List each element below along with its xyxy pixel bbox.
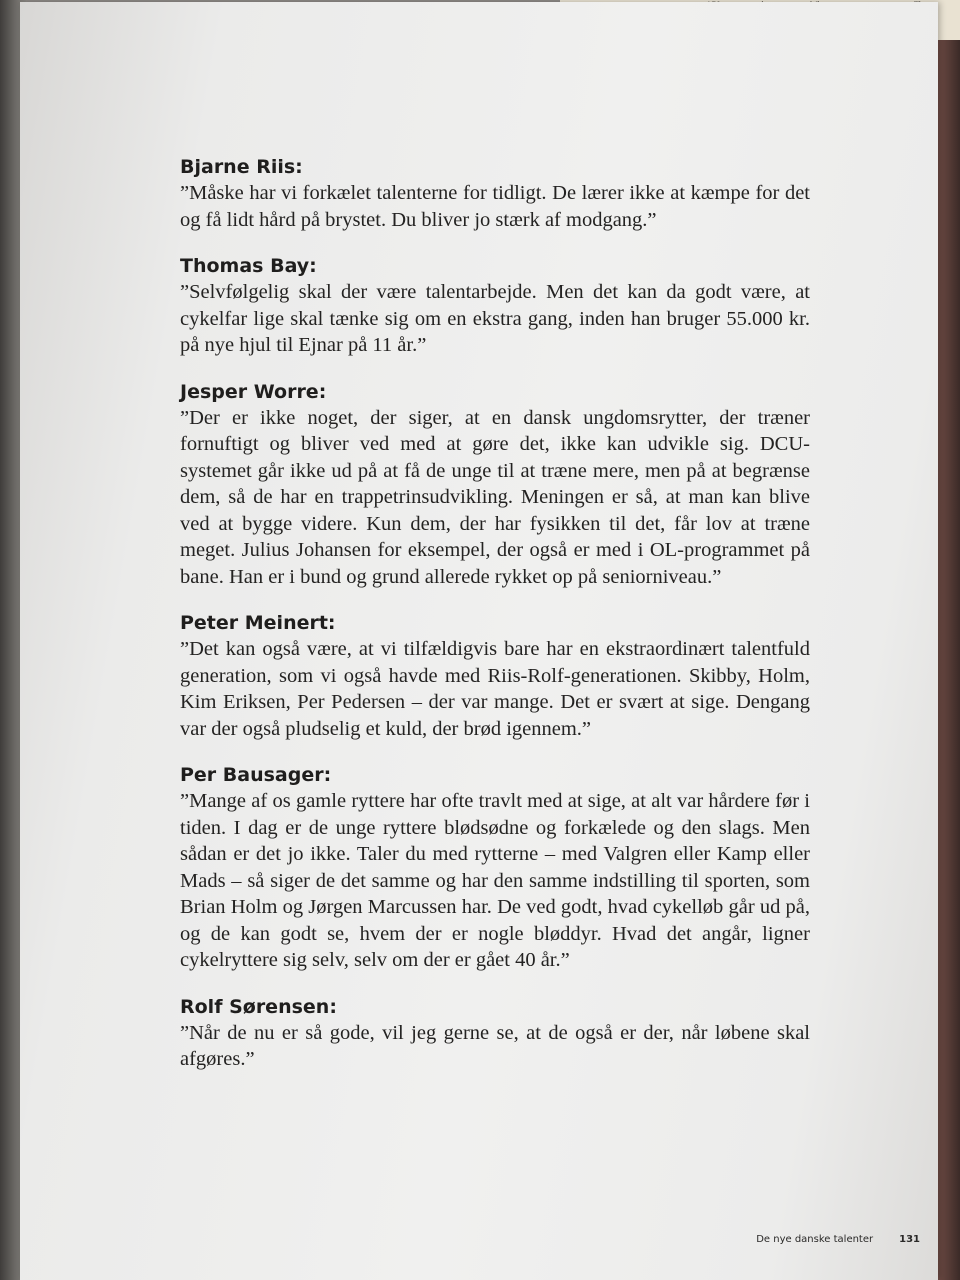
quote-entry xyxy=(180,762,810,974)
quote-entry xyxy=(180,154,810,233)
speaker-name: Per Bausager: xyxy=(180,764,332,786)
quote-text: ”Selvfølgelig skal der være talentarbejde. Men det kan da godt være, at cykelfar lige skal tænke sig om en ekstra gang, inden han bruger 55.000 kr. på nye hjul til Ejnar på 11 år.” xyxy=(180,281,810,356)
speaker-name: Bjarne Riis: xyxy=(180,156,303,178)
quote-text: ”Der er ikke noget, der siger, at en dansk ungdomsrytter, der træner fornuftigt og bliver ved med at gøre det, ikke kan udvikle sig. DCU-systemet går ikke ud på at få de unge til at træne mere, men på at begrænse dem, så de har en trappetrinsudvikling. Meningen er så, at man kan blive ved at bygge videre. Kun dem, der har fysikken til det, får lov at træne meget. Julius Johansen for eksempel, der også er med i OL-programmet på bane. Han er i bund og grund allerede rykket op på seniorniveau.” xyxy=(180,406,810,588)
quote-text: ”Mange af os gamle ryttere har ofte travlt med at sige, at alt var hårdere før i tiden. I dag er de unge ryttere blødsødne og forkælede og den slags. Men sådan er det jo ikke. Taler du med rytterne – med Valgren eller Kamp eller Mads – så siger de det samme og har den samme indstilling til sporten, som Brian Holm og Jørgen Marcussen har. De ved godt, hvad cykelløb går ud på, og de kan godt se, hvem der er nogle bløddyr. Hvad det angår, ligner cykelryttere sig selv, selv om der er gået 40 år.” xyxy=(180,790,810,971)
page-number: 131 xyxy=(899,1234,920,1245)
speaker-name: Jesper Worre: xyxy=(180,380,327,403)
running-footer-title: De nye danske talenter xyxy=(756,1234,874,1245)
quote-entry xyxy=(180,253,810,359)
speaker-name: Peter Meinert: xyxy=(180,612,336,634)
speaker-name: Rolf Sørensen: xyxy=(180,995,337,1018)
book-edge xyxy=(938,40,960,1280)
quote-text: ”Det kan også være, at vi tilfældigvis bare har en ekstraordinært talentfuld generation, som vi også havde med Riis-Rolf-generationen. Skibby, Holm, Kim Eriksen, Per Pedersen – der var mange. Det er svært at sige. Dengang var der også pludselig et kuld, der brød igennem.” xyxy=(180,638,810,740)
quote-entry xyxy=(180,610,810,742)
quote-entry xyxy=(180,379,810,591)
speaker-name: Thomas Bay: xyxy=(180,255,317,277)
quote-entry xyxy=(180,994,810,1073)
book-page xyxy=(20,2,938,1280)
quotes-list xyxy=(180,154,810,1093)
quote-text: ”Måske har vi forkælet talenterne for tidligt. De lærer ikke at kæmpe for det og få lidt hård på brystet. Du bliver jo stærk af modgang.” xyxy=(180,182,810,231)
quote-text: ”Når de nu er så gode, vil jeg gerne se, at de også er der, når løbene skal afgøres.” xyxy=(180,1021,810,1070)
page-footer xyxy=(720,1234,920,1245)
